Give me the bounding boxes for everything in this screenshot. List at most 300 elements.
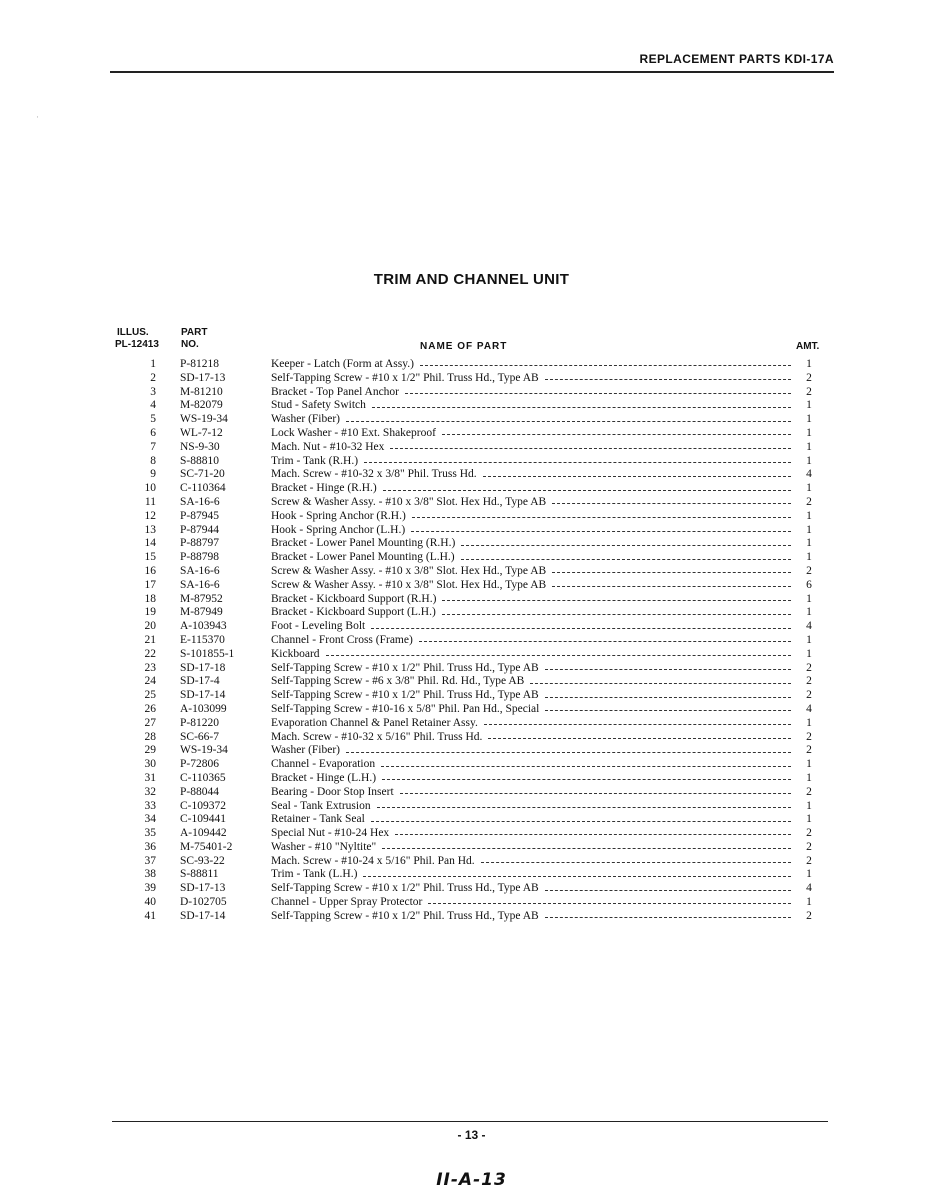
amount: 1 [806, 771, 812, 784]
parts-row [0, 841, 943, 855]
part-name-cell [271, 717, 791, 731]
amount: 1 [806, 482, 812, 495]
illus-number: 3 [150, 385, 156, 398]
leader-dashes [461, 545, 791, 546]
leader-dashes [382, 779, 791, 780]
illus-number: 2 [150, 371, 156, 384]
illus-number: 12 [144, 509, 156, 522]
leader-dashes [488, 738, 791, 739]
leader-dashes [419, 641, 791, 642]
part-number: D-102705 [180, 896, 227, 909]
parts-row [0, 689, 943, 703]
amount: 2 [806, 785, 812, 798]
leader-dashes [377, 807, 791, 808]
amount: 1 [806, 413, 812, 426]
part-number: P-88044 [180, 785, 219, 798]
amount: 1 [806, 758, 812, 771]
parts-row [0, 731, 943, 745]
footer-rule [112, 1121, 828, 1122]
scan-speck: · [36, 112, 39, 122]
illus-number: 39 [144, 882, 156, 895]
part-name: Bracket - Kickboard Support (L.H.) [271, 606, 436, 619]
amount: 2 [806, 744, 812, 757]
part-name-cell [271, 744, 791, 758]
illus-number: 8 [150, 454, 156, 467]
part-name: Seal - Tank Extrusion [271, 799, 371, 812]
amount: 1 [806, 523, 812, 536]
parts-row [0, 855, 943, 869]
part-number: M-81210 [180, 385, 223, 398]
leader-dashes [364, 462, 791, 463]
amount: 1 [806, 633, 812, 646]
part-name: Mach. Screw - #10-24 x 5/16" Phil. Pan Hd. [271, 854, 475, 867]
part-name-cell [271, 358, 791, 372]
amount: 1 [806, 813, 812, 826]
part-number: C-110364 [180, 482, 226, 495]
part-name: Washer (Fiber) [271, 413, 341, 426]
part-number: SC-66-7 [180, 730, 219, 743]
leader-dashes [484, 724, 791, 725]
part-name: Self-Tapping Screw - #10 x 1/2" Phil. Truss Hd., Type AB [271, 661, 539, 674]
parts-row [0, 827, 943, 841]
part-number: WS-19-34 [180, 413, 228, 426]
parts-list [0, 358, 943, 924]
part-name-cell [271, 758, 791, 772]
illus-number: 9 [150, 468, 156, 481]
part-name: Trim - Tank (L.H.) [271, 868, 358, 881]
leader-dashes [405, 393, 791, 394]
leader-dashes [326, 655, 791, 656]
part-name-cell [271, 896, 791, 910]
illus-number: 29 [144, 744, 156, 757]
part-number: P-88798 [180, 551, 219, 564]
leader-dashes [545, 669, 791, 670]
part-name: Bracket - Lower Panel Mounting (R.H.) [271, 537, 456, 550]
part-name-cell [271, 455, 791, 469]
part-number: SD-17-13 [180, 371, 226, 384]
part-name-cell [271, 413, 791, 427]
part-number: S-88811 [180, 868, 219, 881]
part-name-cell [271, 427, 791, 441]
leader-dashes [428, 903, 791, 904]
part-number: P-87945 [180, 509, 219, 522]
part-number: E-115370 [180, 633, 225, 646]
part-name-cell [271, 841, 791, 855]
illus-number: 20 [144, 620, 156, 633]
leader-dashes [420, 365, 791, 366]
part-name-cell [271, 510, 791, 524]
parts-row [0, 579, 943, 593]
amount: 1 [806, 537, 812, 550]
illus-number: 33 [144, 799, 156, 812]
illus-number: 11 [144, 495, 156, 508]
leader-dashes [552, 586, 791, 587]
amount: 1 [806, 509, 812, 522]
amount: 2 [806, 564, 812, 577]
part-number: A-103943 [180, 620, 227, 633]
part-name: Bracket - Hinge (L.H.) [271, 771, 377, 784]
amount: 4 [806, 702, 812, 715]
illus-number: 23 [144, 661, 156, 674]
parts-row [0, 882, 943, 896]
part-name: Washer (Fiber) [271, 744, 341, 757]
illus-number: 30 [144, 758, 156, 771]
parts-row [0, 744, 943, 758]
leader-dashes [411, 531, 791, 532]
part-name: Channel - Front Cross (Frame) [271, 633, 413, 646]
parts-row [0, 386, 943, 400]
part-name-cell [271, 593, 791, 607]
part-number: P-72806 [180, 758, 219, 771]
parts-row [0, 786, 943, 800]
amount: 1 [806, 399, 812, 412]
parts-row [0, 634, 943, 648]
part-number: WS-19-34 [180, 744, 228, 757]
part-number: NS-9-30 [180, 440, 220, 453]
part-name-cell [271, 468, 791, 482]
part-name-cell [271, 372, 791, 386]
amount: 1 [806, 868, 812, 881]
illus-number: 7 [150, 440, 156, 453]
part-number: SC-93-22 [180, 854, 225, 867]
parts-row [0, 551, 943, 565]
part-number: P-88797 [180, 537, 219, 550]
parts-row [0, 620, 943, 634]
amount: 1 [806, 716, 812, 729]
illus-number: 5 [150, 413, 156, 426]
leader-dashes [346, 421, 791, 422]
illus-number: 4 [150, 399, 156, 412]
parts-row [0, 662, 943, 676]
parts-row [0, 413, 943, 427]
part-number: A-103099 [180, 702, 227, 715]
illus-number: 26 [144, 702, 156, 715]
part-name: Bracket - Lower Panel Mounting (L.H.) [271, 551, 455, 564]
amount: 2 [806, 371, 812, 384]
parts-row [0, 675, 943, 689]
illus-number: 36 [144, 840, 156, 853]
leader-dashes [481, 862, 791, 863]
parts-row [0, 372, 943, 386]
part-number: SC-71-20 [180, 468, 225, 481]
part-number: SA-16-6 [180, 564, 220, 577]
parts-row [0, 868, 943, 882]
part-name: Stud - Safety Switch [271, 399, 366, 412]
amount: 2 [806, 909, 812, 922]
parts-row [0, 524, 943, 538]
leader-dashes [372, 407, 791, 408]
part-number: P-81218 [180, 358, 219, 370]
part-number: SD-17-14 [180, 689, 226, 702]
amount: 2 [806, 689, 812, 702]
amount: 1 [806, 358, 812, 370]
amount: 1 [806, 896, 812, 909]
amount: 1 [806, 551, 812, 564]
amount: 4 [806, 468, 812, 481]
part-name-cell [271, 800, 791, 814]
illus-number: 14 [144, 537, 156, 550]
part-name: Trim - Tank (R.H.) [271, 454, 359, 467]
part-name: Hook - Spring Anchor (L.H.) [271, 523, 406, 536]
column-header-illus-line1: ILLUS. [117, 327, 149, 338]
leader-dashes [390, 448, 791, 449]
parts-row [0, 537, 943, 551]
part-number: M-87949 [180, 606, 223, 619]
parts-row [0, 455, 943, 469]
part-number: C-109441 [180, 813, 226, 826]
part-number: M-75401-2 [180, 840, 233, 853]
part-name-cell [271, 689, 791, 703]
part-name: Bracket - Kickboard Support (R.H.) [271, 592, 437, 605]
part-name-cell [271, 772, 791, 786]
illus-number: 10 [144, 482, 156, 495]
part-name-cell [271, 910, 791, 924]
part-number: SD-17-14 [180, 909, 226, 922]
part-name-cell [271, 386, 791, 400]
illus-number: 28 [144, 730, 156, 743]
parts-row [0, 496, 943, 510]
part-name: Mach. Nut - #10-32 Hex [271, 440, 385, 453]
leader-dashes [545, 379, 791, 380]
column-header-amt: AMT. [796, 341, 820, 352]
column-header-name: NAME OF PART [420, 341, 508, 352]
parts-row [0, 606, 943, 620]
amount: 2 [806, 385, 812, 398]
illus-number: 24 [144, 675, 156, 688]
part-name-cell [271, 855, 791, 869]
amount: 2 [806, 827, 812, 840]
illus-number: 13 [144, 523, 156, 536]
part-name: Self-Tapping Screw - #10 x 1/2" Phil. Truss Hd., Type AB [271, 371, 539, 384]
amount: 4 [806, 620, 812, 633]
part-name-cell [271, 620, 791, 634]
part-name: Mach. Screw - #10-32 x 3/8" Phil. Truss Hd. [271, 468, 477, 481]
part-number: P-87944 [180, 523, 219, 536]
amount: 2 [806, 495, 812, 508]
column-header-part-line1: PART [181, 327, 208, 338]
part-name-cell [271, 703, 791, 717]
illus-number: 16 [144, 564, 156, 577]
parts-row [0, 441, 943, 455]
leader-dashes [382, 848, 791, 849]
amount: 2 [806, 854, 812, 867]
illus-number: 22 [144, 647, 156, 660]
illus-number: 35 [144, 827, 156, 840]
parts-row [0, 772, 943, 786]
parts-row [0, 593, 943, 607]
part-name: Channel - Upper Spray Protector [271, 896, 423, 909]
part-name: Screw & Washer Assy. - #10 x 3/8" Slot. Hex Hd., Type AB [271, 564, 547, 577]
illus-number: 6 [150, 426, 156, 439]
parts-row [0, 399, 943, 413]
leader-dashes [442, 614, 791, 615]
leader-dashes [552, 572, 791, 573]
part-number: C-110365 [180, 771, 226, 784]
parts-row [0, 703, 943, 717]
part-name-cell [271, 579, 791, 593]
leader-dashes [346, 752, 791, 753]
parts-row [0, 800, 943, 814]
part-number: SA-16-6 [180, 495, 220, 508]
leader-dashes [442, 600, 791, 601]
part-name-cell [271, 496, 791, 510]
part-name-cell [271, 399, 791, 413]
part-name-cell [271, 882, 791, 896]
leader-dashes [363, 876, 791, 877]
section-title: TRIM AND CHANNEL UNIT [373, 271, 570, 288]
leader-dashes [371, 821, 791, 822]
illus-number: 32 [144, 785, 156, 798]
amount: 2 [806, 730, 812, 743]
part-number: M-82079 [180, 399, 223, 412]
illus-number: 40 [144, 896, 156, 909]
part-name-cell [271, 868, 791, 882]
illus-number: 31 [144, 771, 156, 784]
leader-dashes [400, 793, 791, 794]
part-number: M-87952 [180, 592, 223, 605]
part-name-cell [271, 786, 791, 800]
column-header-part-line2: NO. [181, 339, 199, 350]
amount: 1 [806, 592, 812, 605]
part-number: A-109442 [180, 827, 227, 840]
part-name: Kickboard [271, 647, 320, 660]
illus-number: 18 [144, 592, 156, 605]
part-name: Bracket - Hinge (R.H.) [271, 482, 377, 495]
part-name: Hook - Spring Anchor (R.H.) [271, 509, 406, 522]
amount: 1 [806, 454, 812, 467]
leader-dashes [483, 476, 791, 477]
part-number: P-81220 [180, 716, 219, 729]
parts-row [0, 648, 943, 662]
illus-number: 19 [144, 606, 156, 619]
part-name: Self-Tapping Screw - #10-16 x 5/8" Phil. Pan Hd., Special [271, 702, 540, 715]
parts-row [0, 813, 943, 827]
amount: 2 [806, 840, 812, 853]
part-name-cell [271, 675, 791, 689]
part-name-cell [271, 524, 791, 538]
part-name-cell [271, 441, 791, 455]
leader-dashes [545, 890, 791, 891]
leader-dashes [545, 697, 791, 698]
handwritten-mark: II-A-13 [436, 1170, 507, 1190]
part-name-cell [271, 827, 791, 841]
part-number: SD-17-13 [180, 882, 226, 895]
part-number: S-88810 [180, 454, 219, 467]
part-name: Self-Tapping Screw - #10 x 1/2" Phil. Truss Hd., Type AB [271, 882, 539, 895]
part-name-cell [271, 813, 791, 827]
part-name: Screw & Washer Assy. - #10 x 3/8" Slot. Hex Hd., Type AB [271, 495, 547, 508]
part-name: Bracket - Top Panel Anchor [271, 385, 400, 398]
part-name: Keeper - Latch (Form at Assy.) [271, 358, 414, 370]
parts-row [0, 358, 943, 372]
leader-dashes [461, 559, 791, 560]
parts-row [0, 427, 943, 441]
column-header-illus-line2: PL-12413 [115, 339, 159, 350]
part-name-cell [271, 606, 791, 620]
illus-number: 27 [144, 716, 156, 729]
amount: 1 [806, 426, 812, 439]
amount: 1 [806, 440, 812, 453]
amount: 2 [806, 675, 812, 688]
part-name-cell [271, 648, 791, 662]
part-name-cell [271, 634, 791, 648]
part-name: Channel - Evaporation [271, 758, 376, 771]
amount: 1 [806, 647, 812, 660]
parts-row [0, 510, 943, 524]
leader-dashes [381, 766, 791, 767]
illus-number: 37 [144, 854, 156, 867]
leader-dashes [371, 628, 791, 629]
amount: 2 [806, 661, 812, 674]
leader-dashes [442, 434, 791, 435]
illus-number: 21 [144, 633, 156, 646]
part-name: Evaporation Channel & Panel Retainer Assy. [271, 716, 478, 729]
part-number: SA-16-6 [180, 578, 220, 591]
part-name: Self-Tapping Screw - #10 x 1/2" Phil. Truss Hd., Type AB [271, 689, 539, 702]
part-name: Lock Washer - #10 Ext. Shakeproof [271, 426, 436, 439]
part-number: WL-7-12 [180, 426, 223, 439]
part-name-cell [271, 662, 791, 676]
amount: 4 [806, 882, 812, 895]
leader-dashes [383, 490, 791, 491]
parts-row [0, 910, 943, 924]
leader-dashes [412, 517, 791, 518]
part-name: Self-Tapping Screw - #10 x 1/2" Phil. Truss Hd., Type AB [271, 909, 539, 922]
leader-dashes [552, 503, 791, 504]
part-name: Foot - Leveling Bolt [271, 620, 366, 633]
illus-number: 17 [144, 578, 156, 591]
part-name: Self-Tapping Screw - #6 x 3/8" Phil. Rd. Hd., Type AB [271, 675, 525, 688]
part-name-cell [271, 551, 791, 565]
part-name: Washer - #10 "Nyltite" [271, 840, 377, 853]
illus-number: 41 [144, 909, 156, 922]
part-name: Retainer - Tank Seal [271, 813, 365, 826]
page-number: - 13 - [457, 1128, 486, 1142]
header-rule [110, 71, 834, 73]
part-name: Mach. Screw - #10-32 x 5/16" Phil. Truss Hd. [271, 730, 483, 743]
part-number: C-109372 [180, 799, 226, 812]
part-name: Special Nut - #10-24 Hex [271, 827, 390, 840]
illus-number: 15 [144, 551, 156, 564]
column-header-illus [117, 327, 159, 351]
amount: 6 [806, 578, 812, 591]
part-name-cell [271, 731, 791, 745]
leader-dashes [545, 917, 791, 918]
part-name-cell [271, 482, 791, 496]
parts-row [0, 468, 943, 482]
parts-row [0, 758, 943, 772]
column-header-part [181, 327, 207, 351]
parts-row [0, 896, 943, 910]
parts-row [0, 482, 943, 496]
amount: 1 [806, 799, 812, 812]
parts-row [0, 565, 943, 579]
part-number: SD-17-18 [180, 661, 226, 674]
part-number: SD-17-4 [180, 675, 220, 688]
part-number: S-101855-1 [180, 647, 235, 660]
illus-number: 1 [150, 358, 156, 370]
header-title: REPLACEMENT PARTS KDI-17A [639, 52, 834, 66]
part-name: Bearing - Door Stop Insert [271, 785, 394, 798]
leader-dashes [395, 834, 791, 835]
part-name-cell [271, 565, 791, 579]
amount: 1 [806, 606, 812, 619]
parts-row [0, 717, 943, 731]
part-name-cell [271, 537, 791, 551]
illus-number: 34 [144, 813, 156, 826]
leader-dashes [530, 683, 791, 684]
part-name: Screw & Washer Assy. - #10 x 3/8" Slot. Hex Hd., Type AB [271, 578, 547, 591]
